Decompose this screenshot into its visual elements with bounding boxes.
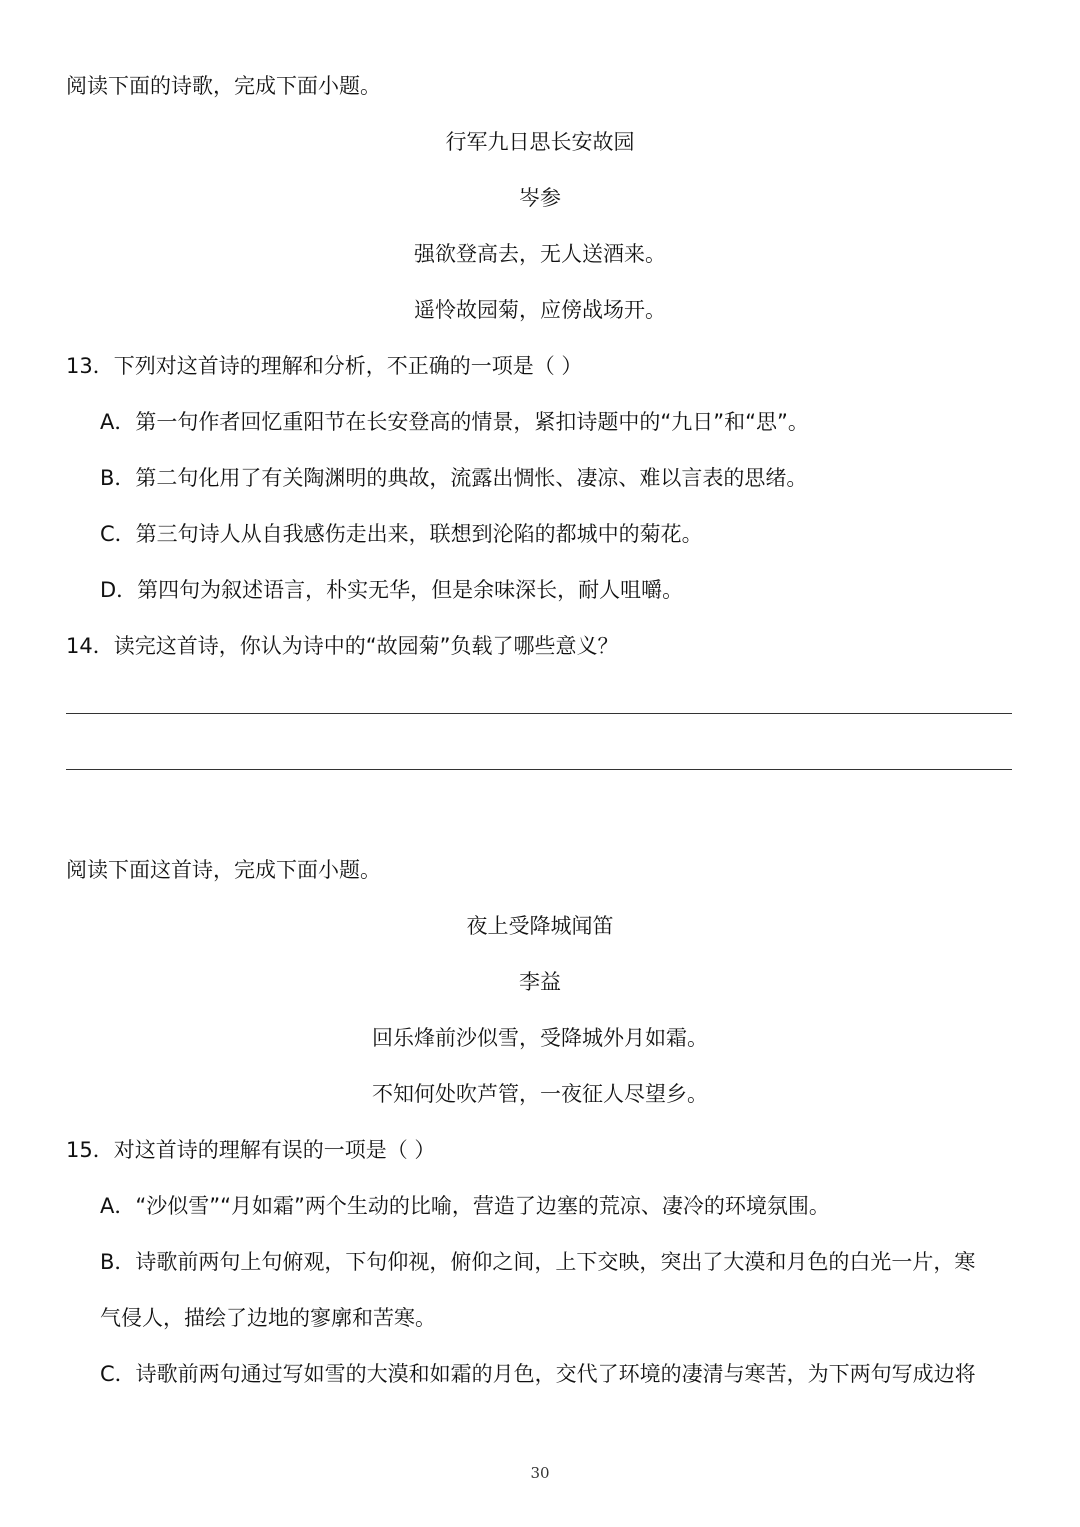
section2-intro: 阅读下面这首诗，完成下面小题。	[66, 858, 381, 882]
question-13-option-d: D．第四句为叙述语言，朴实无华，但是余味深长，耐人咀嚼。	[100, 578, 684, 602]
poem2-line-2: 不知何处吹芦管，一夜征人尽望乡。	[372, 1082, 708, 1106]
question-13-option-b: B．第二句化用了有关陶渊明的典故，流露出惆怅、凄凉、难以言表的思绪。	[100, 466, 808, 490]
answer-line-2	[66, 769, 1012, 770]
question-13-option-c: C．第三句诗人从自我感伤走出来，联想到沦陷的都城中的菊花。	[100, 522, 703, 546]
poem1-line-2: 遥怜故园菊，应傍战场开。	[414, 298, 666, 322]
poem1-title: 行军九日思长安故园	[445, 130, 635, 154]
poem1-line-1: 强欲登高去，无人送酒来。	[414, 242, 666, 266]
page-number: 30	[530, 1464, 550, 1482]
poem1-author: 岑参	[519, 186, 561, 210]
question-15-option-a: A．“沙似雪”“月如霜”两个生动的比喻，营造了边塞的荒凉、凄冷的环境氛围。	[100, 1194, 830, 1218]
question-13-option-a: A．第一句作者回忆重阳节在长安登高的情景，紧扣诗题中的“九日”和“思”。	[100, 410, 809, 434]
question-15-option-b-cont: 气侵人，描绘了边地的寥廓和苦寒。	[100, 1306, 436, 1330]
question-15-option-b: B．诗歌前两句上句俯观，下句仰视，俯仰之间，上下交映，突出了大漠和月色的白光一片，寒	[100, 1250, 976, 1274]
answer-line-1	[66, 713, 1012, 714]
poem2-author: 李益	[519, 970, 561, 994]
question-14-stem: 14．读完这首诗，你认为诗中的“故园菊”负载了哪些意义？	[66, 634, 619, 658]
question-15-option-c: C．诗歌前两句通过写如雪的大漠和如霜的月色，交代了环境的凄清与寒苦，为下两句写成边将	[100, 1362, 976, 1386]
question-13-stem: 13．下列对这首诗的理解和分析，不正确的一项是（ ）	[66, 354, 583, 378]
poem2-line-1: 回乐烽前沙似雪，受降城外月如霜。	[372, 1026, 708, 1050]
question-15-stem: 15．对这首诗的理解有误的一项是（ ）	[66, 1138, 436, 1162]
section1-intro: 阅读下面的诗歌，完成下面小题。	[66, 74, 381, 98]
poem2-title: 夜上受降城闻笛	[466, 914, 614, 938]
